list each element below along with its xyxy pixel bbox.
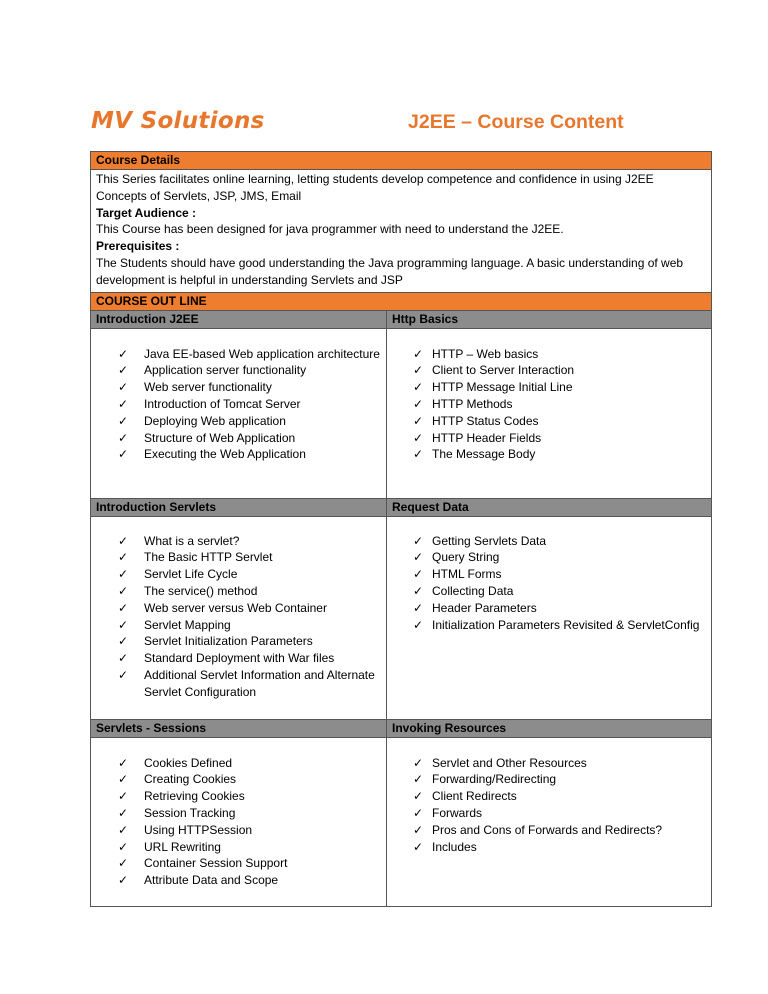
checkmark-icon: ✓ — [118, 839, 129, 854]
checkmark-icon: ✓ — [413, 380, 424, 395]
checkmark-icon: ✓ — [413, 396, 424, 411]
checkmark-icon: ✓ — [413, 447, 424, 462]
topic-text: Executing the Web Application — [144, 447, 306, 462]
topic-list-item — [118, 533, 386, 550]
topic-text: HTTP Message Initial Line — [432, 380, 573, 395]
course-details-body — [91, 170, 711, 293]
topic-list — [91, 755, 386, 889]
topic-text: Initialization Parameters Revisited & ServletConfig — [432, 617, 700, 632]
topic-text: The service() method — [144, 583, 258, 598]
topic-list-cell — [387, 738, 711, 906]
document-title: J2EE – Course Content — [408, 111, 624, 133]
checkmark-icon: ✓ — [118, 346, 129, 361]
topic-text: HTTP Methods — [432, 396, 513, 411]
topic-list-item — [118, 430, 386, 447]
topic-list-item — [413, 788, 711, 805]
topic-list-item — [118, 346, 386, 363]
topic-text: Retrieving Cookies — [144, 789, 245, 804]
checkmark-icon: ✓ — [413, 346, 424, 361]
checkmark-icon: ✓ — [413, 600, 424, 615]
topic-text: What is a servlet? — [144, 533, 240, 548]
checkmark-icon: ✓ — [118, 822, 129, 837]
topic-list-item — [413, 430, 711, 447]
topic-list-item — [413, 839, 711, 856]
topic-text: HTTP Header Fields — [432, 430, 542, 445]
checkmark-icon: ✓ — [118, 755, 129, 770]
checkmark-icon: ✓ — [118, 550, 129, 565]
section-body-row — [91, 738, 711, 906]
topic-list-item — [118, 788, 386, 805]
topic-list-item — [118, 822, 386, 839]
topic-text: Standard Deployment with War files — [144, 651, 335, 666]
topic-list-item — [413, 413, 711, 430]
topic-list-item — [118, 771, 386, 788]
section-title: Invoking Resources — [392, 720, 507, 735]
topic-text: Creating Cookies — [144, 772, 237, 787]
topic-list-item — [413, 379, 711, 396]
checkmark-icon: ✓ — [118, 667, 129, 682]
topic-text: Introduction of Tomcat Server — [144, 396, 301, 411]
topic-list — [387, 533, 711, 634]
topic-text: Includes — [432, 839, 477, 854]
topic-text: Client Redirects — [432, 789, 517, 804]
checkmark-icon: ✓ — [118, 413, 129, 428]
checkmark-icon: ✓ — [118, 380, 129, 395]
topic-text: Java EE-based Web application architecture — [144, 346, 380, 361]
brand-logo: MV Solutions — [91, 108, 265, 134]
topic-text: Forwarding/Redirecting — [432, 772, 557, 787]
topic-list-item — [118, 872, 386, 889]
section-body-row — [91, 329, 711, 498]
topic-list-item — [413, 600, 711, 617]
section-title: Http Basics — [392, 311, 459, 326]
topic-text: Web server functionality — [144, 380, 272, 395]
topic-list-cell — [91, 738, 387, 906]
section-header-row — [91, 310, 711, 329]
topic-list-item — [118, 413, 386, 430]
section-title: Request Data — [392, 499, 469, 514]
topic-list-item — [413, 566, 711, 583]
topic-list-item — [118, 396, 386, 413]
course-table — [90, 151, 712, 907]
topic-list-item — [118, 362, 386, 379]
course-outline-sections — [91, 310, 711, 906]
checkmark-icon: ✓ — [413, 533, 424, 548]
checkmark-icon: ✓ — [118, 567, 129, 582]
topic-list-item — [118, 549, 386, 566]
topic-list — [387, 755, 711, 856]
checkmark-icon: ✓ — [413, 363, 424, 378]
topic-list-item — [413, 771, 711, 788]
checkmark-icon: ✓ — [118, 805, 129, 820]
topic-list-item — [413, 617, 711, 634]
checkmark-icon: ✓ — [118, 447, 129, 462]
target-audience-text: This Course has been designed for java programmer with need to understand the J2EE. — [96, 222, 564, 237]
section-title: Introduction J2EE — [91, 311, 387, 328]
checkmark-icon: ✓ — [413, 413, 424, 428]
checkmark-icon: ✓ — [118, 856, 129, 871]
checkmark-icon: ✓ — [413, 755, 424, 770]
checkmark-icon: ✓ — [413, 583, 424, 598]
checkmark-icon: ✓ — [413, 617, 424, 632]
topic-list-item — [413, 362, 711, 379]
topic-list-item — [118, 805, 386, 822]
topic-text: Forwards — [432, 805, 483, 820]
section-title: Servlets - Sessions — [91, 720, 387, 737]
topic-text: Using HTTPSession — [144, 822, 253, 837]
course-description: This Series facilitates online learning, letting students develop competence and confidence in using J2EE Concepts of Servlets, JSP, JMS, Email — [96, 172, 654, 203]
topic-text: Servlet and Other Resources — [432, 755, 587, 770]
topic-text: Structure of Web Application — [144, 430, 296, 445]
topic-text: The Basic HTTP Servlet — [144, 550, 273, 565]
topic-text: Client to Server Interaction — [432, 363, 575, 378]
checkmark-icon: ✓ — [413, 805, 424, 820]
checkmark-icon: ✓ — [118, 583, 129, 598]
checkmark-icon: ✓ — [118, 789, 129, 804]
topic-text: URL Rewriting — [144, 839, 221, 854]
checkmark-icon: ✓ — [118, 873, 129, 888]
checkmark-icon: ✓ — [118, 533, 129, 548]
topic-text: The Message Body — [432, 447, 536, 462]
topic-text: Servlet Mapping — [144, 617, 231, 632]
section-body-row — [91, 517, 711, 719]
topic-list-item — [118, 600, 386, 617]
document-header — [91, 108, 711, 140]
topic-list-item — [118, 446, 386, 463]
topic-list-item — [118, 379, 386, 396]
checkmark-icon: ✓ — [118, 651, 129, 666]
checkmark-icon: ✓ — [413, 567, 424, 582]
topic-text: Query String — [432, 550, 500, 565]
checkmark-icon: ✓ — [118, 634, 129, 649]
checkmark-icon: ✓ — [118, 430, 129, 445]
prerequisites-label: Prerequisites : — [96, 239, 180, 254]
topic-text: Additional Servlet Information and Alternate Servlet Configuration — [144, 667, 375, 699]
topic-list-item — [413, 533, 711, 550]
course-details-heading: Course Details — [91, 152, 711, 170]
topic-list-cell — [387, 517, 711, 719]
topic-text: Container Session Support — [144, 856, 288, 871]
checkmark-icon: ✓ — [413, 550, 424, 565]
topic-list-item — [413, 446, 711, 463]
topic-text: HTTP Status Codes — [432, 413, 539, 428]
checkmark-icon: ✓ — [118, 396, 129, 411]
checkmark-icon: ✓ — [413, 822, 424, 837]
topic-list-item — [118, 855, 386, 872]
topic-list-item — [413, 396, 711, 413]
section-header-row — [91, 719, 711, 738]
checkmark-icon: ✓ — [413, 789, 424, 804]
topic-list-cell — [91, 329, 387, 498]
topic-list-item — [413, 549, 711, 566]
checkmark-icon: ✓ — [413, 430, 424, 445]
topic-text: Servlet Initialization Parameters — [144, 634, 313, 649]
checkmark-icon: ✓ — [118, 772, 129, 787]
topic-list-item — [118, 633, 386, 650]
topic-text: Servlet Life Cycle — [144, 567, 238, 582]
topic-list — [387, 346, 711, 464]
topic-text: Application server functionality — [144, 363, 307, 378]
checkmark-icon: ✓ — [413, 772, 424, 787]
topic-text: Cookies Defined — [144, 755, 233, 770]
topic-list-item — [118, 839, 386, 856]
topic-list-item — [118, 566, 386, 583]
topic-list-item — [118, 583, 386, 600]
checkmark-icon: ✓ — [118, 617, 129, 632]
prerequisites-text: The Students should have good understanding the Java programming language. A basic understanding of web development is helpful in understanding Servlets and JSP — [96, 255, 684, 287]
topic-list-item — [118, 650, 386, 667]
topic-list-cell — [387, 329, 711, 498]
checkmark-icon: ✓ — [118, 600, 129, 615]
topic-text: Attribute Data and Scope — [144, 873, 279, 888]
topic-list-item — [118, 667, 386, 701]
checkmark-icon: ✓ — [413, 839, 424, 854]
topic-text: Web server versus Web Container — [144, 600, 327, 615]
topic-list-item — [413, 583, 711, 600]
topic-text: HTML Forms — [432, 567, 502, 582]
topic-list-item — [413, 822, 711, 839]
section-header-row — [91, 498, 711, 517]
course-outline-heading: COURSE OUT LINE — [91, 293, 711, 310]
topic-text: Getting Servlets Data — [432, 533, 547, 548]
topic-list-item — [413, 755, 711, 772]
topic-text: Collecting Data — [432, 583, 514, 598]
checkmark-icon: ✓ — [118, 363, 129, 378]
topic-list-cell — [91, 517, 387, 719]
topic-text: Pros and Cons of Forwards and Redirects? — [432, 822, 663, 837]
topic-text: Header Parameters — [432, 600, 537, 615]
section-title: Introduction Servlets — [91, 499, 387, 516]
target-audience-label: Target Audience : — [96, 205, 197, 220]
topic-text: HTTP – Web basics — [432, 346, 539, 361]
topic-list-item — [118, 755, 386, 772]
topic-list-item — [413, 346, 711, 363]
topic-list — [91, 346, 386, 464]
topic-text: Session Tracking — [144, 805, 236, 820]
topic-list — [91, 533, 386, 701]
topic-text: Deploying Web application — [144, 413, 286, 428]
topic-list-item — [413, 805, 711, 822]
topic-list-item — [118, 617, 386, 634]
